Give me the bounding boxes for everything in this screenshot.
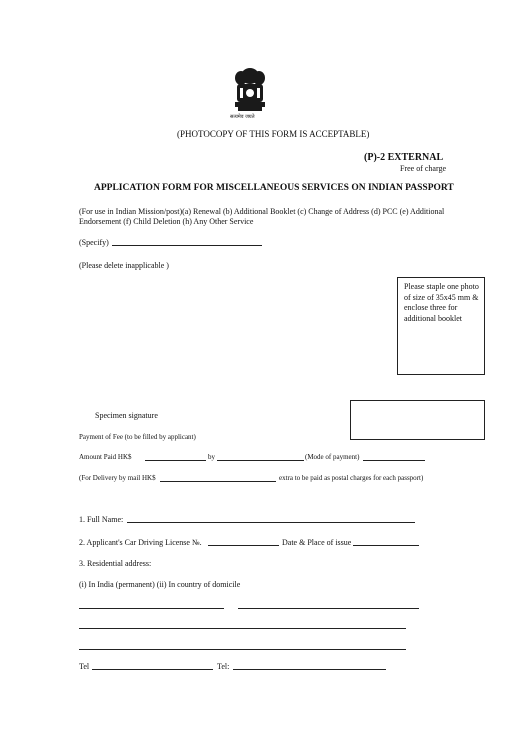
delivery-suffix: extra to be paid as postal charges for each passport) — [279, 474, 424, 482]
date-place-label: Date & Place of issue — [282, 538, 352, 547]
license-label: 2. Applicant's Car Driving License №. — [79, 538, 202, 547]
amount-field[interactable] — [145, 460, 206, 461]
services-line-1: (For use in Indian Mission/post)(a) Renewal (b) Additional Booklet (c) Change of Address (d) PCC (e) Additional — [79, 207, 445, 216]
full-name-label: 1. Full Name: — [79, 515, 124, 524]
mode-field[interactable] — [363, 460, 425, 461]
mode-label: (Mode of payment) — [305, 453, 360, 461]
delivery-label: (For Delivery by mail HK$ — [79, 474, 156, 482]
state-emblem — [228, 64, 272, 124]
specify-field[interactable] — [112, 245, 262, 246]
full-name-field[interactable] — [127, 522, 415, 523]
photo-box — [397, 277, 485, 375]
amount-label: Amount Paid HK$ — [79, 453, 132, 461]
license-field[interactable] — [208, 545, 279, 546]
specify-label: (Specify) — [79, 238, 109, 247]
form-code: (P)-2 EXTERNAL — [364, 152, 444, 163]
address-sub-label: (i) In India (permanent) (ii) In country of domicile — [79, 580, 241, 589]
tel-field-2[interactable] — [233, 669, 386, 670]
payment-heading: Payment of Fee (to be filled by applicant) — [79, 433, 196, 441]
fee-note: Free of charge — [400, 164, 447, 173]
date-place-field[interactable] — [353, 545, 419, 546]
address-domicile-field[interactable] — [238, 608, 419, 609]
tel-label-1: Tel — [79, 662, 90, 671]
photocopy-note: (PHOTOCOPY OF THIS FORM IS ACCEPTABLE) — [177, 129, 370, 139]
signature-box[interactable] — [350, 400, 485, 440]
photo-instructions: Please staple one photo of size of 35x45 mm & enclose three for additional booklet — [404, 282, 479, 323]
services-line-2: Endorsement (f) Child Deletion (h) Any Other Service — [79, 217, 254, 226]
delivery-field[interactable] — [160, 481, 276, 482]
by-label: by — [208, 453, 215, 461]
emblem-caption: सत्यमेव जयते — [230, 114, 255, 120]
delete-note: (Please delete inapplicable ) — [79, 261, 169, 270]
address-label: 3. Residential address: — [79, 559, 152, 568]
address-line-3[interactable] — [79, 649, 406, 650]
address-line-2[interactable] — [79, 628, 406, 629]
tel-label-2: Tel: — [217, 662, 230, 671]
tel-field-1[interactable] — [92, 669, 213, 670]
form-title: APPLICATION FORM FOR MISCELLANEOUS SERVICES ON INDIAN PASSPORT — [94, 183, 454, 193]
payment-by-field[interactable] — [217, 460, 304, 461]
signature-label: Specimen signature — [95, 411, 158, 420]
address-india-field[interactable] — [79, 608, 224, 609]
